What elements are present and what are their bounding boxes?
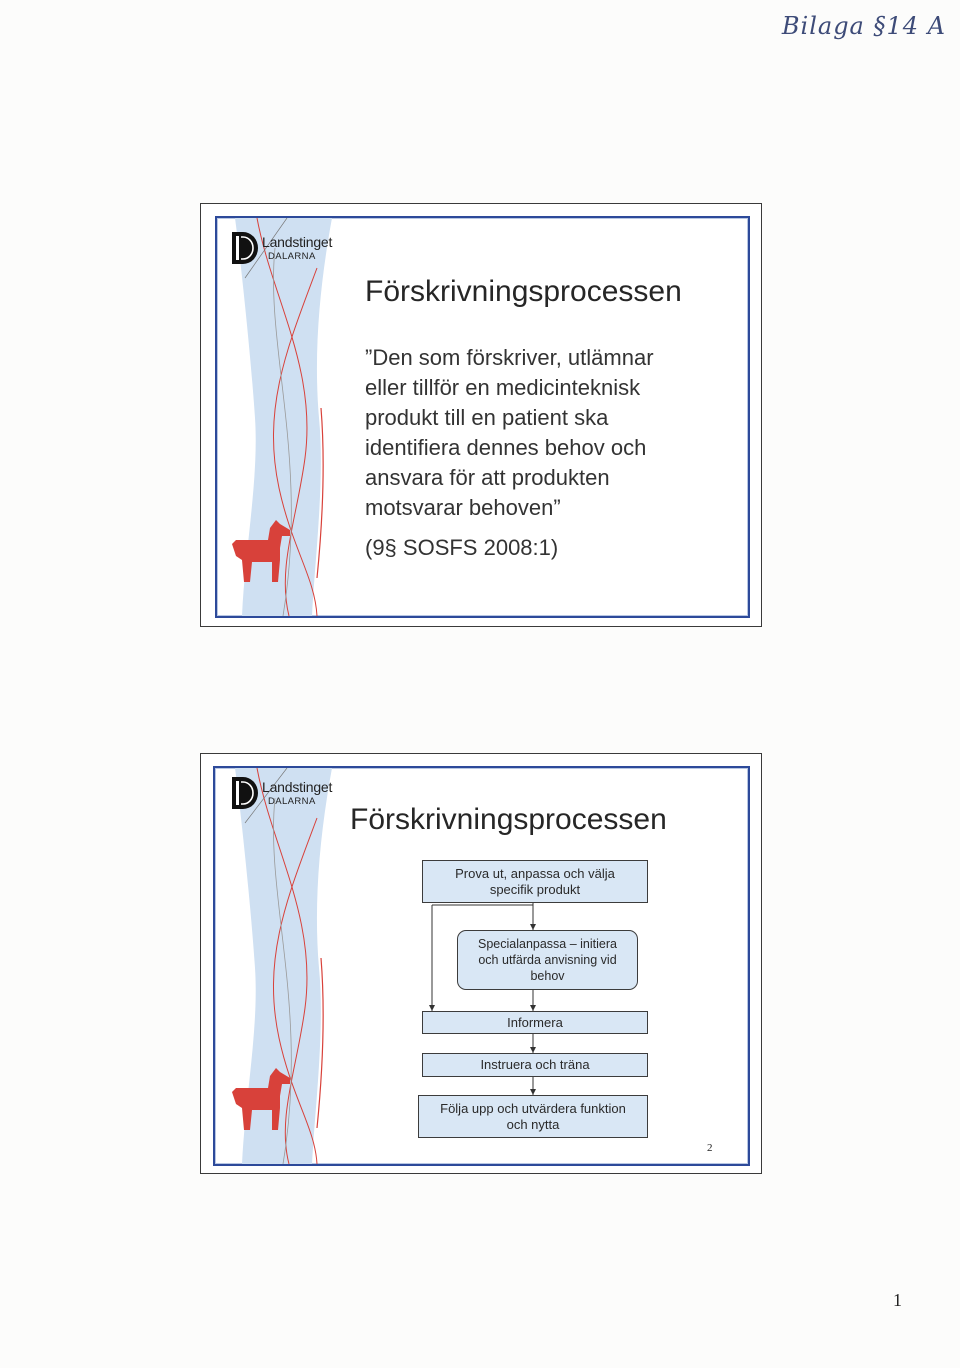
citation: (9§ SOSFS 2008:1) bbox=[365, 535, 559, 560]
slide-title: Förskrivningsprocessen bbox=[350, 803, 667, 836]
quote-line: identifiera dennes behov och bbox=[365, 435, 647, 460]
flow-step-line: Instruera och träna bbox=[480, 1057, 590, 1072]
slide-number: 2 bbox=[707, 1142, 713, 1154]
flow-step-line: behov bbox=[530, 969, 565, 983]
flow-step-5 bbox=[418, 1095, 648, 1138]
flow-step-2 bbox=[457, 930, 638, 990]
flow-step-3 bbox=[422, 1011, 648, 1034]
flow-step-line: Informera bbox=[507, 1014, 563, 1030]
quote-block bbox=[365, 343, 654, 523]
dala-horse-icon bbox=[232, 520, 292, 582]
flow-step-line: Prova ut, anpassa och välja bbox=[455, 865, 615, 881]
logo-name: Landstinget bbox=[262, 234, 333, 250]
quote-line: eller tillför en medicinteknisk bbox=[365, 375, 641, 400]
quote-line: motsvarar behoven” bbox=[365, 495, 561, 520]
slide-title: Förskrivningsprocessen bbox=[365, 275, 682, 308]
logo bbox=[232, 232, 344, 266]
slide-2 bbox=[213, 766, 750, 1166]
landstinget-dalarna-logo-icon bbox=[232, 232, 258, 264]
page-number: 1 bbox=[893, 1290, 902, 1310]
logo-name: Landstinget bbox=[262, 779, 333, 795]
handwritten-annotation: Bilaga §14 A bbox=[781, 12, 946, 40]
flow-step-line: Följa upp och utvärdera funktion bbox=[440, 1100, 626, 1116]
quote-line: produkt till en patient ska bbox=[365, 405, 609, 430]
flow-step-line: Specialanpassa – initiera bbox=[478, 937, 617, 951]
flow-step-line: specifik produkt bbox=[489, 881, 581, 897]
logo-region: DALARNA bbox=[268, 796, 316, 807]
logo-region: DALARNA bbox=[268, 251, 316, 262]
flow-step-1 bbox=[422, 860, 648, 903]
flow-step-line: och nytta bbox=[506, 1116, 560, 1132]
slide-1 bbox=[215, 216, 750, 618]
flow-step-4 bbox=[422, 1053, 648, 1077]
quote-line: ansvara för att produkten bbox=[365, 465, 610, 490]
flow-step-line: och utfärda anvisning vid bbox=[478, 953, 617, 967]
quote-line: ”Den som förskriver, utlämnar bbox=[365, 345, 654, 370]
